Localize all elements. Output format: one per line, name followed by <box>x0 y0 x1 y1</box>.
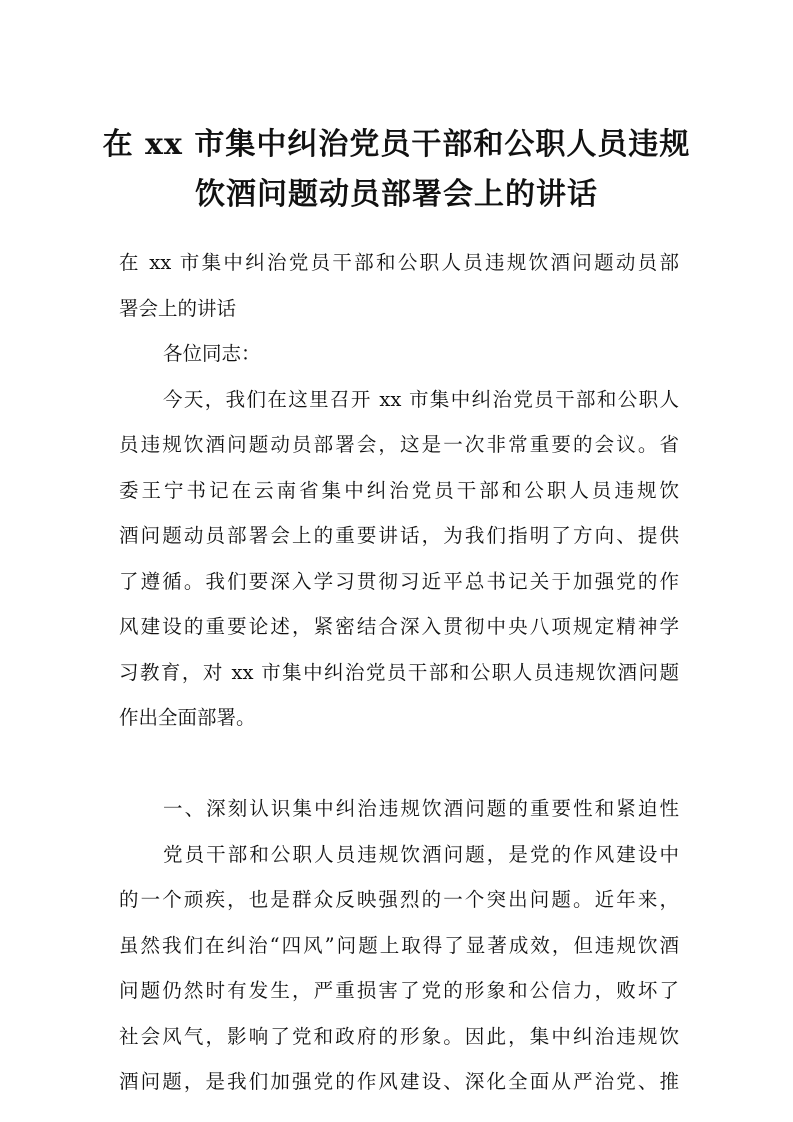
paragraph1-line-5: 了遵循。我们要深入学习贯彻习近平总书记关于加强党的作 <box>119 569 679 593</box>
paragraph1-line-7: 习教育，对 xx 市集中纠治党员干部和公职人员违规饮酒问题 <box>119 660 679 684</box>
paragraph1-line-3: 委王宁书记在云南省集中纠治党员干部和公职人员违规饮 <box>119 478 679 502</box>
paragraph2-line-3: 虽然我们在纠治“四风”问题上取得了显著成效，但违规饮酒 <box>119 933 679 957</box>
section-spacer <box>119 741 679 787</box>
title-line-2: 饮酒问题动员部署会上的讲话 <box>195 177 598 212</box>
subtitle-line-1: 在 xx 市集中纠治党员干部和公职人员违规饮酒问题动员部 <box>119 251 679 274</box>
paragraph2-line-4: 问题仍然时有发生，严重损害了党的形象和公信力，败坏了 <box>119 979 679 1002</box>
document-title <box>100 120 693 220</box>
paragraph2-line-1: 党员干部和公职人员违规饮酒问题，是党的作风建设中 <box>163 842 679 866</box>
section1-heading: 一、深刻认识集中纠治违规饮酒问题的重要性和紧迫性 <box>163 797 679 820</box>
greeting: 各位同志： <box>163 342 261 365</box>
paragraph1-line-2: 员违规饮酒问题动员部署会，这是一次非常重要的会议。省 <box>119 433 679 456</box>
paragraph2-line-2: 的一个顽疾，也是群众反映强烈的一个突出问题。近年来， <box>119 888 679 911</box>
paragraph1-line-1: 今天，我们在这里召开 xx 市集中纠治党员干部和公职人 <box>163 387 679 411</box>
paragraph1-line-4: 酒问题动员部署会上的重要讲话，为我们指明了方向、提供 <box>119 524 679 547</box>
paragraph1-line-8: 作出全面部署。 <box>119 706 256 729</box>
paragraph2-line-5: 社会风气，影响了党和政府的形象。因此，集中纠治违规饮 <box>119 1024 679 1048</box>
paragraph1-line-6: 风建设的重要论述，紧密结合深入贯彻中央八项规定精神学 <box>119 615 679 638</box>
document-body <box>119 240 679 1105</box>
subtitle-line-2: 署会上的讲话 <box>119 296 237 320</box>
paragraph2-line-6: 酒问题，是我们加强党的作风建设、深化全面从严治党、推 <box>119 1070 679 1093</box>
title-line-1: 在 xx 市集中纠治党员干部和公职人员违规 <box>102 127 691 162</box>
